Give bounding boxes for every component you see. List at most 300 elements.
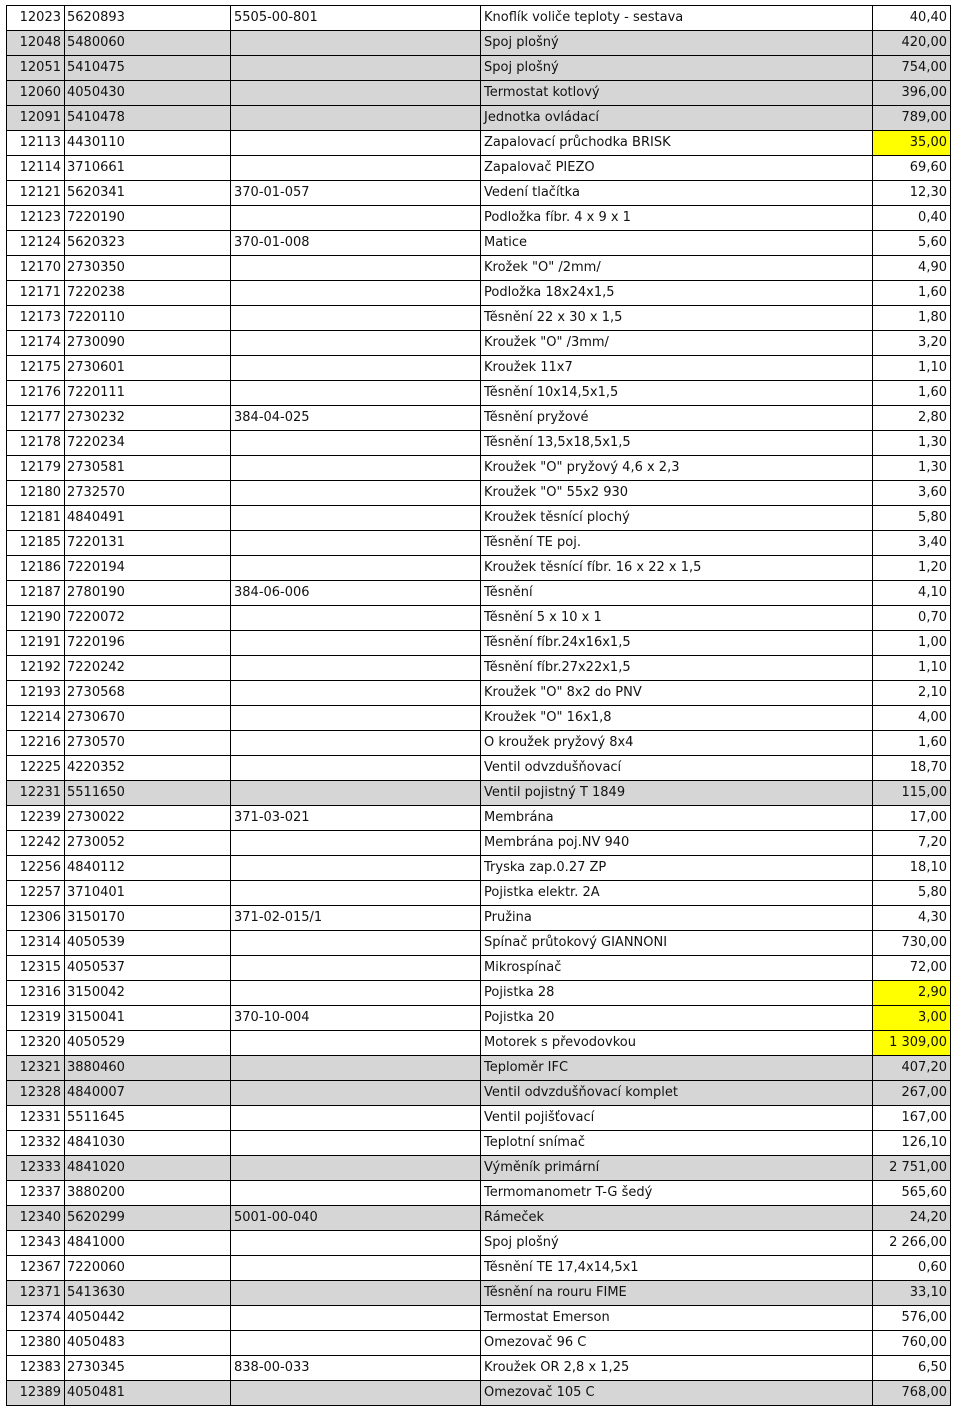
table-row [7, 1156, 951, 1181]
item-number-cell: 12181 [7, 506, 65, 531]
price-cell: 407,20 [873, 1056, 951, 1081]
reference-number-cell [231, 506, 481, 531]
part-name-cell: Spoj plošný [481, 56, 873, 81]
item-number-cell: 12314 [7, 931, 65, 956]
part-code-cell: 2730232 [65, 406, 231, 431]
table-row [7, 506, 951, 531]
item-number-cell: 12179 [7, 456, 65, 481]
part-name-cell: Těsnění TE 17,4x14,5x1 [481, 1256, 873, 1281]
part-name-cell: Podložka fíbr. 4 x 9 x 1 [481, 206, 873, 231]
table-row [7, 156, 951, 181]
part-code-cell: 7220190 [65, 206, 231, 231]
part-name-cell: Těsnění fíbr.24x16x1,5 [481, 631, 873, 656]
table-row [7, 1031, 951, 1056]
price-cell: 1,80 [873, 306, 951, 331]
reference-number-cell [231, 256, 481, 281]
price-cell: 1,00 [873, 631, 951, 656]
table-row [7, 931, 951, 956]
table-row [7, 106, 951, 131]
item-number-cell: 12175 [7, 356, 65, 381]
reference-number-cell [231, 656, 481, 681]
item-number-cell: 12193 [7, 681, 65, 706]
part-name-cell: Těsnění 10x14,5x1,5 [481, 381, 873, 406]
part-code-cell: 5413630 [65, 1281, 231, 1306]
price-cell: 576,00 [873, 1306, 951, 1331]
reference-number-cell [231, 831, 481, 856]
reference-number-cell [231, 356, 481, 381]
price-cell: 35,00 [873, 131, 951, 156]
price-cell: 2 266,00 [873, 1231, 951, 1256]
item-number-cell: 12214 [7, 706, 65, 731]
part-code-cell: 4841000 [65, 1231, 231, 1256]
part-name-cell: Motorek s převodovkou [481, 1031, 873, 1056]
price-cell: 768,00 [873, 1381, 951, 1406]
table-row [7, 31, 951, 56]
item-number-cell: 12091 [7, 106, 65, 131]
item-number-cell: 12190 [7, 606, 65, 631]
reference-number-cell [231, 1081, 481, 1106]
item-number-cell: 12242 [7, 831, 65, 856]
part-name-cell: Kroužek "O" 8x2 do PNV [481, 681, 873, 706]
part-name-cell: Kroužek OR 2,8 x 1,25 [481, 1356, 873, 1381]
part-name-cell: Termomanometr T-G šedý [481, 1181, 873, 1206]
reference-number-cell [231, 156, 481, 181]
price-cell: 267,00 [873, 1081, 951, 1106]
part-code-cell: 5410475 [65, 56, 231, 81]
price-cell: 0,70 [873, 606, 951, 631]
part-name-cell: Mikrospínač [481, 956, 873, 981]
table-row [7, 806, 951, 831]
price-cell: 1,60 [873, 281, 951, 306]
part-code-cell: 4840007 [65, 1081, 231, 1106]
item-number-cell: 12048 [7, 31, 65, 56]
reference-number-cell [231, 106, 481, 131]
part-code-cell: 4430110 [65, 131, 231, 156]
item-number-cell: 12170 [7, 256, 65, 281]
part-name-cell: O kroužek pryžový 8x4 [481, 731, 873, 756]
part-name-cell: Pojistka 28 [481, 981, 873, 1006]
part-name-cell: Matice [481, 231, 873, 256]
part-code-cell: 2732570 [65, 481, 231, 506]
reference-number-cell [231, 856, 481, 881]
price-cell: 396,00 [873, 81, 951, 106]
reference-number-cell [231, 956, 481, 981]
part-code-cell: 4050481 [65, 1381, 231, 1406]
part-name-cell: Ventil odvzdušňovací komplet [481, 1081, 873, 1106]
reference-number-cell [231, 31, 481, 56]
table-row [7, 981, 951, 1006]
table-row [7, 381, 951, 406]
part-code-cell: 2730090 [65, 331, 231, 356]
part-code-cell: 7220060 [65, 1256, 231, 1281]
reference-number-cell [231, 1281, 481, 1306]
table-row [7, 656, 951, 681]
reference-number-cell [231, 131, 481, 156]
price-cell: 760,00 [873, 1331, 951, 1356]
part-name-cell: Kroužek těsnící fíbr. 16 x 22 x 1,5 [481, 556, 873, 581]
item-number-cell: 12256 [7, 856, 65, 881]
part-name-cell: Těsnění 5 x 10 x 1 [481, 606, 873, 631]
reference-number-cell [231, 56, 481, 81]
part-code-cell: 3710401 [65, 881, 231, 906]
item-number-cell: 12321 [7, 1056, 65, 1081]
part-code-cell: 7220196 [65, 631, 231, 656]
price-cell: 1,20 [873, 556, 951, 581]
item-number-cell: 12124 [7, 231, 65, 256]
reference-number-cell [231, 1156, 481, 1181]
item-number-cell: 12316 [7, 981, 65, 1006]
item-number-cell: 12337 [7, 1181, 65, 1206]
part-name-cell: Ventil pojišťovací [481, 1106, 873, 1131]
reference-number-cell: 370-01-057 [231, 181, 481, 206]
part-code-cell: 7220111 [65, 381, 231, 406]
price-cell: 1,30 [873, 456, 951, 481]
part-name-cell: Spínač průtokový GIANNONI [481, 931, 873, 956]
price-cell: 565,60 [873, 1181, 951, 1206]
table-row [7, 1106, 951, 1131]
price-cell: 4,90 [873, 256, 951, 281]
reference-number-cell [231, 1031, 481, 1056]
table-row [7, 231, 951, 256]
item-number-cell: 12176 [7, 381, 65, 406]
part-code-cell: 4050483 [65, 1331, 231, 1356]
part-name-cell: Jednotka ovládací [481, 106, 873, 131]
price-cell: 6,50 [873, 1356, 951, 1381]
table-row [7, 831, 951, 856]
reference-number-cell: 384-06-006 [231, 581, 481, 606]
table-row [7, 356, 951, 381]
table-row [7, 1181, 951, 1206]
part-code-cell: 7220238 [65, 281, 231, 306]
table-row [7, 1331, 951, 1356]
item-number-cell: 12192 [7, 656, 65, 681]
part-name-cell: Omezovač 105 C [481, 1381, 873, 1406]
price-cell: 4,30 [873, 906, 951, 931]
price-cell: 18,70 [873, 756, 951, 781]
table-row [7, 856, 951, 881]
reference-number-cell [231, 1306, 481, 1331]
part-name-cell: Termostat kotlový [481, 81, 873, 106]
part-name-cell: Spoj plošný [481, 31, 873, 56]
item-number-cell: 12380 [7, 1331, 65, 1356]
part-name-cell: Těsnění na rouru FIME [481, 1281, 873, 1306]
item-number-cell: 12171 [7, 281, 65, 306]
part-name-cell: Membrána poj.NV 940 [481, 831, 873, 856]
part-code-cell: 2730601 [65, 356, 231, 381]
item-number-cell: 12051 [7, 56, 65, 81]
part-code-cell: 7220072 [65, 606, 231, 631]
price-cell: 789,00 [873, 106, 951, 131]
table-row [7, 781, 951, 806]
item-number-cell: 12332 [7, 1131, 65, 1156]
part-name-cell: Těsnění pryžové [481, 406, 873, 431]
table-row [7, 1281, 951, 1306]
part-code-cell: 3710661 [65, 156, 231, 181]
part-code-cell: 4840112 [65, 856, 231, 881]
table-row [7, 1256, 951, 1281]
item-number-cell: 12177 [7, 406, 65, 431]
item-number-cell: 12340 [7, 1206, 65, 1231]
reference-number-cell [231, 1381, 481, 1406]
price-cell: 420,00 [873, 31, 951, 56]
table-row [7, 456, 951, 481]
part-name-cell: Termostat Emerson [481, 1306, 873, 1331]
part-code-cell: 5480060 [65, 31, 231, 56]
item-number-cell: 12174 [7, 331, 65, 356]
part-name-cell: Těsnění fíbr.27x22x1,5 [481, 656, 873, 681]
reference-number-cell [231, 206, 481, 231]
item-number-cell: 12023 [7, 6, 65, 31]
price-cell: 5,80 [873, 881, 951, 906]
part-code-cell: 2730568 [65, 681, 231, 706]
table-row [7, 631, 951, 656]
part-name-cell: Teplotní snímač [481, 1131, 873, 1156]
part-name-cell: Krožek "O" /2mm/ [481, 256, 873, 281]
item-number-cell: 12060 [7, 81, 65, 106]
table-row [7, 1306, 951, 1331]
item-number-cell: 12121 [7, 181, 65, 206]
part-code-cell: 4841030 [65, 1131, 231, 1156]
part-name-cell: Kroužek "O" 55x2 930 [481, 481, 873, 506]
table-row [7, 956, 951, 981]
reference-number-cell [231, 456, 481, 481]
reference-number-cell [231, 756, 481, 781]
price-cell: 0,40 [873, 206, 951, 231]
part-name-cell: Těsnění [481, 581, 873, 606]
part-code-cell: 5620299 [65, 1206, 231, 1231]
price-cell: 2,10 [873, 681, 951, 706]
reference-number-cell [231, 1131, 481, 1156]
price-cell: 4,10 [873, 581, 951, 606]
price-cell: 40,40 [873, 6, 951, 31]
table-row [7, 256, 951, 281]
part-name-cell: Vedení tlačítka [481, 181, 873, 206]
table-row [7, 431, 951, 456]
part-code-cell: 5620893 [65, 6, 231, 31]
reference-number-cell [231, 81, 481, 106]
item-number-cell: 12123 [7, 206, 65, 231]
reference-number-cell [231, 681, 481, 706]
table-row [7, 731, 951, 756]
part-name-cell: Ventil odvzdušňovací [481, 756, 873, 781]
price-cell: 12,30 [873, 181, 951, 206]
part-name-cell: Spoj plošný [481, 1231, 873, 1256]
table-row [7, 1006, 951, 1031]
part-code-cell: 7220234 [65, 431, 231, 456]
table-row [7, 606, 951, 631]
part-name-cell: Těsnění 22 x 30 x 1,5 [481, 306, 873, 331]
table-row [7, 1206, 951, 1231]
part-code-cell: 2730350 [65, 256, 231, 281]
item-number-cell: 12319 [7, 1006, 65, 1031]
reference-number-cell: 384-04-025 [231, 406, 481, 431]
parts-price-table [6, 5, 951, 1406]
reference-number-cell [231, 1231, 481, 1256]
part-code-cell: 3150041 [65, 1006, 231, 1031]
price-cell: 1,10 [873, 356, 951, 381]
reference-number-cell [231, 781, 481, 806]
item-number-cell: 12186 [7, 556, 65, 581]
reference-number-cell [231, 1106, 481, 1131]
part-code-cell: 2730570 [65, 731, 231, 756]
part-code-cell: 4050539 [65, 931, 231, 956]
table-row [7, 906, 951, 931]
item-number-cell: 12389 [7, 1381, 65, 1406]
part-code-cell: 2730022 [65, 806, 231, 831]
parts-table-body [7, 6, 951, 1406]
price-cell: 3,00 [873, 1006, 951, 1031]
price-cell: 754,00 [873, 56, 951, 81]
part-name-cell: Výměník primární [481, 1156, 873, 1181]
item-number-cell: 12239 [7, 806, 65, 831]
item-number-cell: 12180 [7, 481, 65, 506]
part-code-cell: 3150170 [65, 906, 231, 931]
item-number-cell: 12225 [7, 756, 65, 781]
reference-number-cell [231, 1056, 481, 1081]
table-row [7, 331, 951, 356]
part-code-cell: 4840491 [65, 506, 231, 531]
part-code-cell: 5620341 [65, 181, 231, 206]
reference-number-cell [231, 556, 481, 581]
reference-number-cell [231, 381, 481, 406]
item-number-cell: 12231 [7, 781, 65, 806]
table-row [7, 756, 951, 781]
reference-number-cell [231, 981, 481, 1006]
part-code-cell: 5511645 [65, 1106, 231, 1131]
price-cell: 24,20 [873, 1206, 951, 1231]
price-cell: 72,00 [873, 956, 951, 981]
price-cell: 4,00 [873, 706, 951, 731]
part-code-cell: 5620323 [65, 231, 231, 256]
price-cell: 730,00 [873, 931, 951, 956]
item-number-cell: 12331 [7, 1106, 65, 1131]
table-row [7, 1231, 951, 1256]
part-name-cell: Ventil pojistný T 1849 [481, 781, 873, 806]
table-row [7, 406, 951, 431]
part-name-cell: Pojistka 20 [481, 1006, 873, 1031]
reference-number-cell [231, 631, 481, 656]
reference-number-cell [231, 481, 481, 506]
price-cell: 3,60 [873, 481, 951, 506]
reference-number-cell [231, 706, 481, 731]
reference-number-cell: 838-00-033 [231, 1356, 481, 1381]
table-row [7, 181, 951, 206]
reference-number-cell: 371-02-015/1 [231, 906, 481, 931]
part-code-cell: 3150042 [65, 981, 231, 1006]
item-number-cell: 12173 [7, 306, 65, 331]
part-name-cell: Kroužek těsnící plochý [481, 506, 873, 531]
reference-number-cell [231, 331, 481, 356]
item-number-cell: 12178 [7, 431, 65, 456]
table-row [7, 881, 951, 906]
part-code-cell: 4841020 [65, 1156, 231, 1181]
price-cell: 115,00 [873, 781, 951, 806]
reference-number-cell: 371-03-021 [231, 806, 481, 831]
reference-number-cell: 370-10-004 [231, 1006, 481, 1031]
part-code-cell: 2730670 [65, 706, 231, 731]
price-cell: 3,20 [873, 331, 951, 356]
part-name-cell: Membrána [481, 806, 873, 831]
table-row [7, 6, 951, 31]
part-code-cell: 3880460 [65, 1056, 231, 1081]
table-row [7, 206, 951, 231]
part-code-cell: 2730052 [65, 831, 231, 856]
part-code-cell: 4050529 [65, 1031, 231, 1056]
reference-number-cell [231, 1181, 481, 1206]
table-row [7, 131, 951, 156]
reference-number-cell [231, 931, 481, 956]
part-name-cell: Těsnění TE poj. [481, 531, 873, 556]
table-row [7, 81, 951, 106]
price-cell: 1,60 [873, 381, 951, 406]
price-cell: 1,60 [873, 731, 951, 756]
part-name-cell: Teploměr IFC [481, 1056, 873, 1081]
part-name-cell: Pojistka elektr. 2A [481, 881, 873, 906]
reference-number-cell: 5505-00-801 [231, 6, 481, 31]
part-code-cell: 7220131 [65, 531, 231, 556]
reference-number-cell [231, 606, 481, 631]
part-code-cell: 7220242 [65, 656, 231, 681]
table-row [7, 706, 951, 731]
table-row [7, 681, 951, 706]
part-code-cell: 3880200 [65, 1181, 231, 1206]
table-row [7, 1381, 951, 1406]
table-row [7, 1056, 951, 1081]
reference-number-cell [231, 431, 481, 456]
part-name-cell: Kroužek "O" 16x1,8 [481, 706, 873, 731]
price-cell: 126,10 [873, 1131, 951, 1156]
price-cell: 167,00 [873, 1106, 951, 1131]
part-code-cell: 4050442 [65, 1306, 231, 1331]
price-cell: 33,10 [873, 1281, 951, 1306]
part-name-cell: Pružina [481, 906, 873, 931]
price-cell: 3,40 [873, 531, 951, 556]
part-code-cell: 7220194 [65, 556, 231, 581]
part-name-cell: Těsnění 13,5x18,5x1,5 [481, 431, 873, 456]
price-cell: 2 751,00 [873, 1156, 951, 1181]
item-number-cell: 12383 [7, 1356, 65, 1381]
part-code-cell: 5410478 [65, 106, 231, 131]
item-number-cell: 12187 [7, 581, 65, 606]
reference-number-cell [231, 1256, 481, 1281]
item-number-cell: 12320 [7, 1031, 65, 1056]
part-code-cell: 4220352 [65, 756, 231, 781]
table-row [7, 556, 951, 581]
part-code-cell: 2730345 [65, 1356, 231, 1381]
item-number-cell: 12216 [7, 731, 65, 756]
table-row [7, 306, 951, 331]
table-row [7, 531, 951, 556]
reference-number-cell [231, 306, 481, 331]
reference-number-cell [231, 1331, 481, 1356]
price-cell: 69,60 [873, 156, 951, 181]
table-row [7, 481, 951, 506]
part-name-cell: Knoflík voliče teploty - sestava [481, 6, 873, 31]
price-cell: 18,10 [873, 856, 951, 881]
part-name-cell: Kroužek 11x7 [481, 356, 873, 381]
item-number-cell: 12333 [7, 1156, 65, 1181]
part-name-cell: Zapalovací průchodka BRISK [481, 131, 873, 156]
item-number-cell: 12328 [7, 1081, 65, 1106]
price-cell: 2,80 [873, 406, 951, 431]
price-cell: 5,60 [873, 231, 951, 256]
part-code-cell: 4050537 [65, 956, 231, 981]
part-name-cell: Tryska zap.0.27 ZP [481, 856, 873, 881]
item-number-cell: 12367 [7, 1256, 65, 1281]
item-number-cell: 12374 [7, 1306, 65, 1331]
part-code-cell: 4050430 [65, 81, 231, 106]
reference-number-cell [231, 731, 481, 756]
